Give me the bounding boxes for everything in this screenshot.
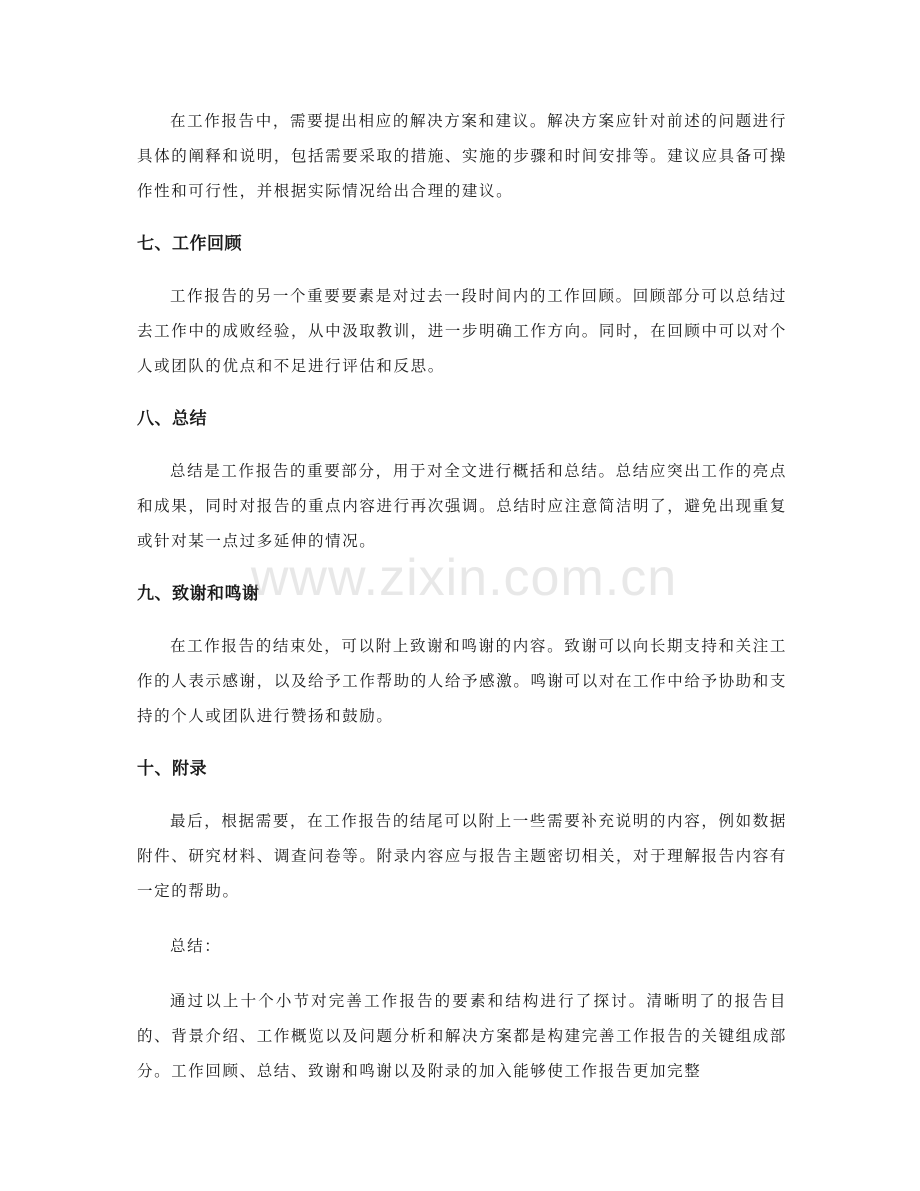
- paragraph-work-review: 工作报告的另一个重要要素是对过去一段时间内的工作回顾。回顾部分可以总结过去工作中的成败经验，从中汲取教训，进一步明确工作方向。同时，在回顾中可以对个人或团队的优点和不足进行评估和反思。: [137, 287, 787, 375]
- paragraph-solutions: 在工作报告中，需要提出相应的解决方案和建议。解决方案应针对前述的问题进行具体的阐释和说明，包括需要采取的措施、实施的步骤和时间安排等。建议应具备可操作性和可行性，并根据实际情况给出合理的建议。: [137, 112, 787, 200]
- paragraph-appendix: 最后，根据需要，在工作报告的结尾可以附上一些需要补充说明的内容，例如数据附件、研究材料、调查问卷等。附录内容应与报告主题密切相关，对于理解报告内容有一定的帮助。: [137, 812, 787, 900]
- paragraph-acknowledgements: 在工作报告的结束处，可以附上致谢和鸣谢的内容。致谢可以向长期支持和关注工作的人表示感谢，以及给予工作帮助的人给予感激。鸣谢可以对在工作中给予协助和支持的个人或团队进行赞扬和鼓励。: [137, 637, 787, 725]
- heading-appendix: 十、附录: [137, 759, 207, 779]
- heading-acknowledgements: 九、致谢和鸣谢: [137, 584, 260, 604]
- document-body: [137, 104, 787, 1089]
- paragraph-summary-label: 总结：: [170, 937, 222, 955]
- heading-summary: 八、总结: [137, 409, 207, 429]
- heading-work-review: 七、工作回顾: [137, 234, 242, 254]
- watermark-text: www.zixin.com.cn: [250, 549, 678, 607]
- paragraph-conclusion: 通过以上十个小节对完善工作报告的要素和结构进行了探讨。清晰明了的报告目的、背景介绍、工作概览以及问题分析和解决方案都是构建完善工作报告的关键组成部分。工作回顾、总结、致谢和鸣谢以及附录的加入能够使工作报告更加完整: [137, 992, 787, 1080]
- paragraph-summary: 总结是工作报告的重要部分，用于对全文进行概括和总结。总结应突出工作的亮点和成果，同时对报告的重点内容进行再次强调。总结时应注意简洁明了，避免出现重复或针对某一点过多延伸的情况。: [137, 462, 787, 550]
